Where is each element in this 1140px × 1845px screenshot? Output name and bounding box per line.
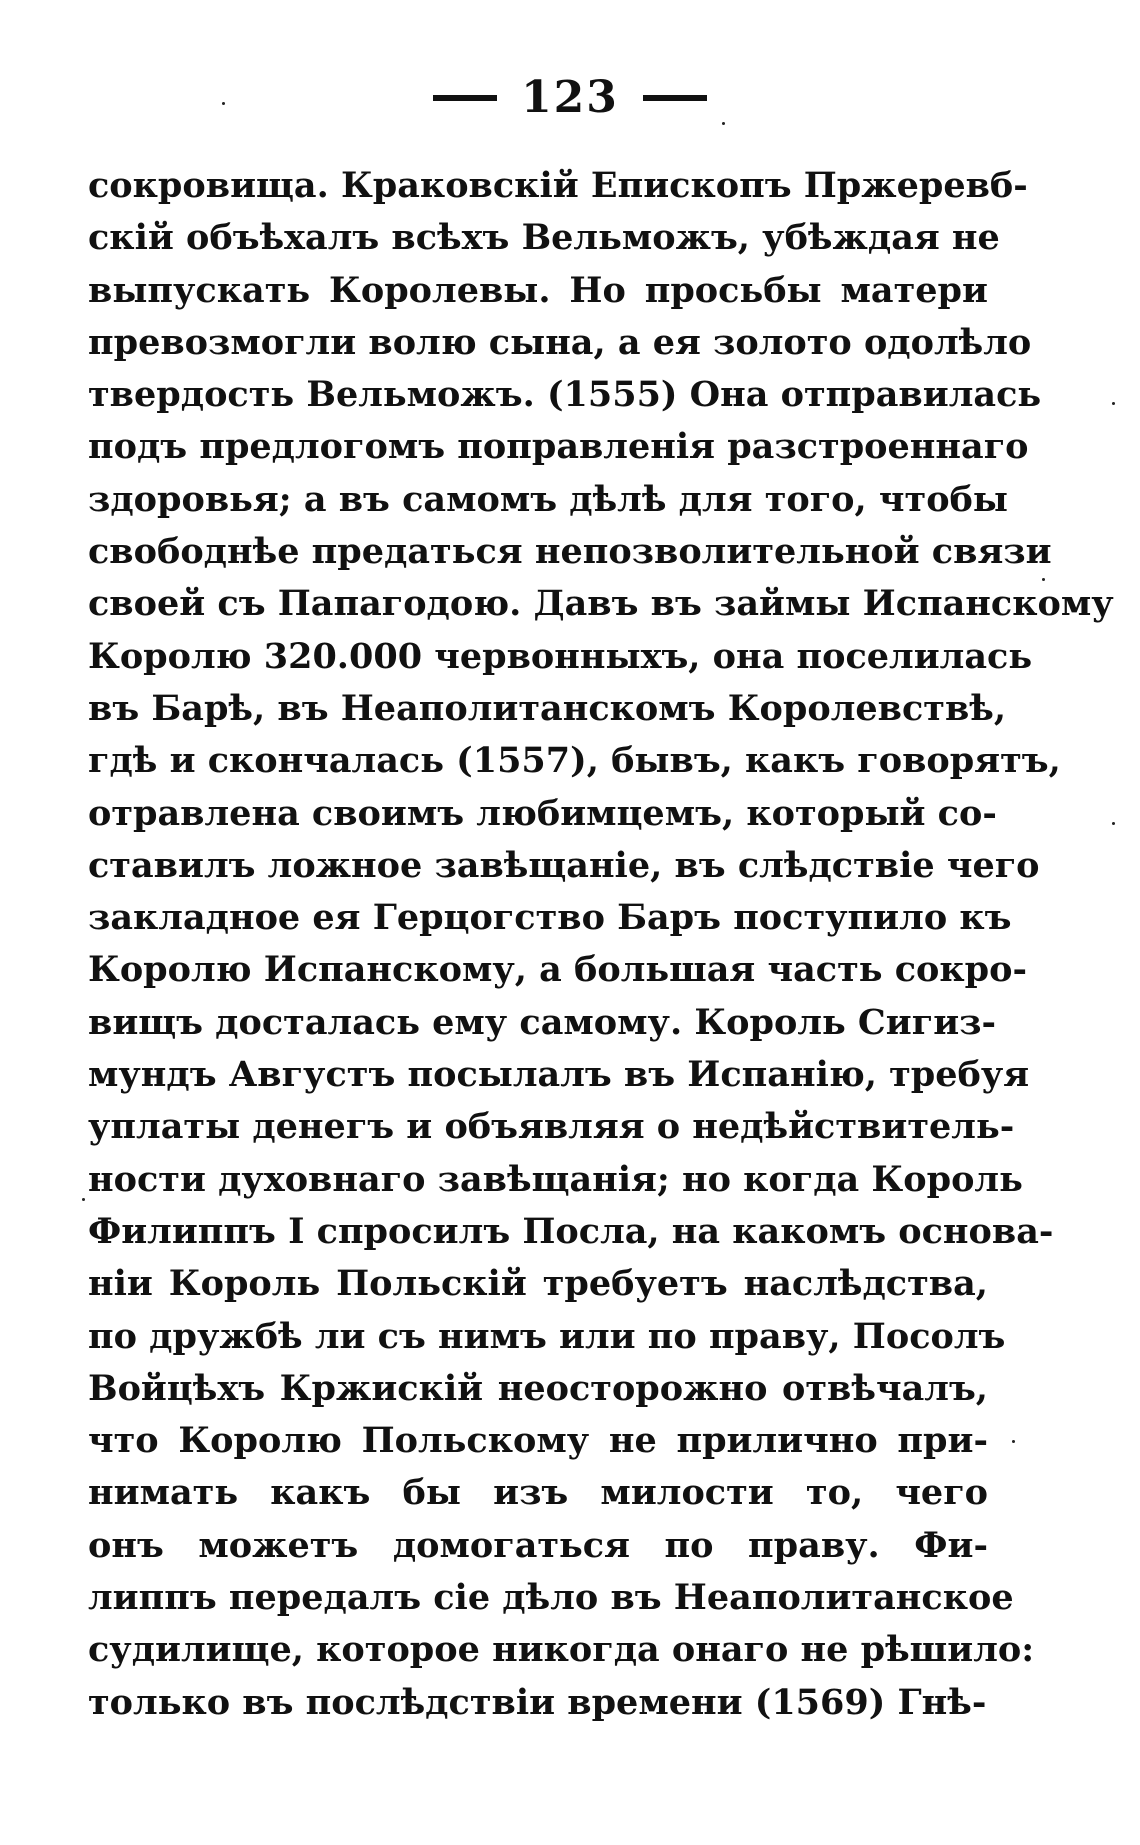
text-line: подъ предлогомъ поправленія разстроеннаго: [88, 426, 1029, 468]
text-line: Войцѣхъ Кржискій неосторожно отвѣчалъ,: [88, 1367, 988, 1409]
text-line: вищъ досталась ему самому. Король Сигиз-: [88, 1001, 997, 1043]
text-line: выпускать Королевы. Но просьбы матери: [88, 269, 988, 311]
left-dash: [433, 95, 497, 101]
scan-speck: [82, 1198, 85, 1201]
scan-speck: [1042, 578, 1045, 581]
text-line: уплаты денегъ и объявляя о недѣйствитель-: [88, 1106, 1015, 1148]
text-line: по дружбѣ ли съ нимъ или по праву, Посолъ: [88, 1315, 1006, 1357]
text-line: ставилъ ложное завѣщаніе, въ слѣдствіе чего: [88, 844, 1040, 886]
text-line: ніи Король Польскій требуетъ наслѣдства,: [88, 1263, 988, 1305]
text-line: скій объѣхалъ всѣхъ Вельможъ, убѣждая не: [88, 217, 1000, 259]
text-line: судилище, которое никогда онаго не рѣшило:: [88, 1629, 1035, 1671]
text-line: мундъ Августъ посылалъ въ Испанію, требуя: [88, 1054, 1030, 1096]
text-line: нимать какъ бы изъ милости то, чего: [88, 1472, 988, 1514]
text-line: превозмогли волю сына, а ея золото одолѣло: [88, 321, 1032, 363]
text-line: своей съ Папагодою. Давъ въ займы Испанскому: [88, 583, 1114, 625]
text-line: Королю 320.000 червонныхъ, она поселилась: [88, 635, 1033, 677]
page-number: 123: [521, 72, 619, 123]
text-line: Королю Испанскому, а большая часть сокро-: [88, 949, 1027, 991]
scan-speck: [222, 102, 225, 105]
text-line: твердость Вельможъ. (1555) Она отправилась: [88, 374, 1042, 416]
scan-speck: [1112, 822, 1115, 825]
text-line: только въ послѣдствіи времени (1569) Гнѣ-: [88, 1681, 987, 1723]
text-line: липпъ передалъ сіе дѣло въ Неаполитанское: [88, 1577, 1014, 1619]
text-line: закладное ея Герцогство Баръ поступило къ: [88, 897, 1012, 939]
text-line: сокровища. Краковскій Епископъ Пржеревб-: [88, 165, 1028, 206]
text-line: отравлена своимъ любимцемъ, который со-: [88, 792, 997, 834]
text-line: что Королю Польскому не прилично при-: [88, 1420, 988, 1462]
scan-speck: [722, 122, 725, 125]
right-dash: [643, 95, 707, 101]
text-line: въ Барѣ, въ Неаполитанскомъ Королевствѣ,: [88, 687, 1007, 729]
text-line: свободнѣе предаться непозволительной связи: [88, 531, 1052, 573]
scan-speck: [1012, 1440, 1015, 1443]
page-header: [0, 68, 1140, 128]
text-line: гдѣ и скончалась (1557), бывъ, какъ говорятъ,: [88, 740, 1061, 782]
text-line: Филиппъ I спросилъ Посла, на какомъ основа-: [88, 1210, 1054, 1252]
body-text: [88, 160, 1114, 1729]
scan-speck: [1112, 402, 1115, 405]
text-line: ности духовнаго завѣщанія; но когда Король: [88, 1158, 1023, 1200]
text-line: здоровья; а въ самомъ дѣлѣ для того, чтобы: [88, 478, 1008, 520]
text-line: онъ можетъ домогаться по праву. Фи-: [88, 1524, 988, 1566]
